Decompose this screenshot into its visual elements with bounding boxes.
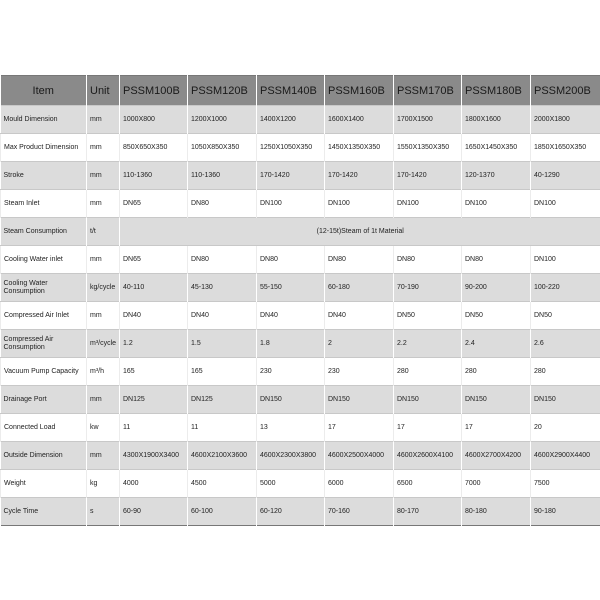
- row-value: DN50: [531, 302, 600, 330]
- row-value: 100-220: [531, 274, 600, 302]
- row-unit: mm: [87, 386, 120, 414]
- row-unit: s: [87, 498, 120, 526]
- row-value: 60-90: [120, 498, 188, 526]
- spec-table-body: [1, 106, 600, 526]
- row-value: DN125: [120, 386, 188, 414]
- table-row: [1, 302, 600, 330]
- row-item-label: Stroke: [1, 162, 87, 190]
- header-model: PSSM140B: [257, 76, 325, 106]
- row-item-label: Cycle Time: [1, 498, 87, 526]
- row-value: 17: [462, 414, 531, 442]
- table-row: [1, 498, 600, 526]
- row-value: 40-1290: [531, 162, 600, 190]
- header-row: [1, 76, 600, 106]
- row-value: 120-1370: [462, 162, 531, 190]
- row-value: 1700X1500: [394, 106, 462, 134]
- table-row: [1, 190, 600, 218]
- header-model: PSSM200B: [531, 76, 600, 106]
- row-value: DN150: [257, 386, 325, 414]
- row-item-label: Steam Consumption: [1, 218, 87, 246]
- row-value: 1550X1350X350: [394, 134, 462, 162]
- row-value: 165: [188, 358, 257, 386]
- row-value: 40-110: [120, 274, 188, 302]
- row-item-label: Connected Load: [1, 414, 87, 442]
- table-row: [1, 358, 600, 386]
- row-value: 70-160: [325, 498, 394, 526]
- row-value: 90-200: [462, 274, 531, 302]
- row-value: 170-1420: [325, 162, 394, 190]
- row-value: 6000: [325, 470, 394, 498]
- row-value: DN65: [120, 190, 188, 218]
- row-value: 4600X2500X4000: [325, 442, 394, 470]
- row-value: DN50: [394, 302, 462, 330]
- table-row: [1, 386, 600, 414]
- row-unit: mm: [87, 246, 120, 274]
- row-value: 6500: [394, 470, 462, 498]
- row-unit: mm: [87, 134, 120, 162]
- row-value: DN40: [325, 302, 394, 330]
- table-row: [1, 246, 600, 274]
- row-value: 80-170: [394, 498, 462, 526]
- row-value: 4000: [120, 470, 188, 498]
- row-value: 230: [325, 358, 394, 386]
- row-value: 165: [120, 358, 188, 386]
- row-value: 1250X1050X350: [257, 134, 325, 162]
- row-value: DN100: [394, 190, 462, 218]
- row-value: 230: [257, 358, 325, 386]
- row-item-label: Weight: [1, 470, 87, 498]
- row-item-label: Drainage Port: [1, 386, 87, 414]
- row-item-label: Vacuum Pump Capacity: [1, 358, 87, 386]
- row-unit: mm: [87, 106, 120, 134]
- row-value: DN100: [462, 190, 531, 218]
- row-value: 17: [394, 414, 462, 442]
- header-model: PSSM120B: [188, 76, 257, 106]
- row-value: DN65: [120, 246, 188, 274]
- row-value: DN50: [462, 302, 531, 330]
- row-unit: mm: [87, 442, 120, 470]
- row-value: DN80: [188, 190, 257, 218]
- table-row: [1, 106, 600, 134]
- header-model: PSSM180B: [462, 76, 531, 106]
- row-value: 850X650X350: [120, 134, 188, 162]
- row-value: 110-1360: [188, 162, 257, 190]
- row-value: 45-130: [188, 274, 257, 302]
- row-value: 4600X2900X4400: [531, 442, 600, 470]
- row-value: 11: [120, 414, 188, 442]
- row-value: DN150: [394, 386, 462, 414]
- table-row: [1, 470, 600, 498]
- row-value: DN80: [325, 246, 394, 274]
- row-item-label: Outside Dimension: [1, 442, 87, 470]
- row-value: 80-180: [462, 498, 531, 526]
- row-value: DN80: [462, 246, 531, 274]
- row-value: DN40: [257, 302, 325, 330]
- header-model: PSSM160B: [325, 76, 394, 106]
- row-value: 11: [188, 414, 257, 442]
- table-row: [1, 330, 600, 358]
- header-model: PSSM100B: [120, 76, 188, 106]
- row-merged-value: (12-15t)Steam of 1t Material: [120, 218, 600, 246]
- row-value: DN150: [531, 386, 600, 414]
- row-value: 1.8: [257, 330, 325, 358]
- row-value: 1600X1400: [325, 106, 394, 134]
- row-value: 280: [531, 358, 600, 386]
- row-value: DN150: [462, 386, 531, 414]
- header-model: PSSM170B: [394, 76, 462, 106]
- row-item-label: Cooling Water Consumption: [1, 274, 87, 302]
- row-value: 280: [394, 358, 462, 386]
- row-value: DN100: [325, 190, 394, 218]
- row-value: 60-180: [325, 274, 394, 302]
- row-item-label: Max Product Dimension: [1, 134, 87, 162]
- header-item: Item: [1, 76, 87, 106]
- row-value: 170-1420: [394, 162, 462, 190]
- row-value: 55-150: [257, 274, 325, 302]
- row-value: 4600X2600X4100: [394, 442, 462, 470]
- row-value: 1450X1350X350: [325, 134, 394, 162]
- row-unit: kg/cycle: [87, 274, 120, 302]
- row-value: 1850X1650X350: [531, 134, 600, 162]
- row-value: 13: [257, 414, 325, 442]
- table-row: [1, 414, 600, 442]
- row-unit: kg: [87, 470, 120, 498]
- row-value: 5000: [257, 470, 325, 498]
- row-value: 4600X2100X3600: [188, 442, 257, 470]
- row-value: 1000X800: [120, 106, 188, 134]
- row-value: 280: [462, 358, 531, 386]
- row-value: 90-180: [531, 498, 600, 526]
- row-value: DN125: [188, 386, 257, 414]
- row-value: 70-190: [394, 274, 462, 302]
- row-value: DN80: [188, 246, 257, 274]
- row-value: 2.2: [394, 330, 462, 358]
- row-value: 7500: [531, 470, 600, 498]
- row-value: 60-100: [188, 498, 257, 526]
- row-value: 1.5: [188, 330, 257, 358]
- row-value: 4600X2300X3800: [257, 442, 325, 470]
- row-value: 1.2: [120, 330, 188, 358]
- row-unit: kw: [87, 414, 120, 442]
- row-value: 2000X1800: [531, 106, 600, 134]
- table-row: [1, 274, 600, 302]
- row-value: DN100: [531, 246, 600, 274]
- table-row: [1, 134, 600, 162]
- row-unit: m³/cycle: [87, 330, 120, 358]
- row-value: DN40: [120, 302, 188, 330]
- row-value: 4300X1900X3400: [120, 442, 188, 470]
- row-value: 170-1420: [257, 162, 325, 190]
- row-value: 4500: [188, 470, 257, 498]
- row-item-label: Compressed Air Inlet: [1, 302, 87, 330]
- row-value: 1650X1450X350: [462, 134, 531, 162]
- row-value: 17: [325, 414, 394, 442]
- row-unit: mm: [87, 302, 120, 330]
- row-value: DN80: [257, 246, 325, 274]
- row-unit: mm: [87, 162, 120, 190]
- row-value: DN40: [188, 302, 257, 330]
- row-value: 1200X1000: [188, 106, 257, 134]
- row-item-label: Steam Inlet: [1, 190, 87, 218]
- row-value: 20: [531, 414, 600, 442]
- row-value: 4600X2700X4200: [462, 442, 531, 470]
- table-row: [1, 162, 600, 190]
- row-value: 110-1360: [120, 162, 188, 190]
- row-item-label: Cooling Water inlet: [1, 246, 87, 274]
- row-value: 1050X850X350: [188, 134, 257, 162]
- row-value: 1800X1600: [462, 106, 531, 134]
- row-unit: m³/h: [87, 358, 120, 386]
- row-value: 1400X1200: [257, 106, 325, 134]
- table-row: [1, 442, 600, 470]
- row-value: DN100: [531, 190, 600, 218]
- table-row: [1, 218, 600, 246]
- row-item-label: Mould Dimension: [1, 106, 87, 134]
- row-value: 7000: [462, 470, 531, 498]
- row-value: 2.4: [462, 330, 531, 358]
- row-value: DN80: [394, 246, 462, 274]
- row-item-label: Compressed Air Consumption: [1, 330, 87, 358]
- row-unit: mm: [87, 190, 120, 218]
- header-unit: Unit: [87, 76, 120, 106]
- row-value: 60-120: [257, 498, 325, 526]
- row-value: DN100: [257, 190, 325, 218]
- spec-table: [0, 75, 600, 526]
- row-unit: t/t: [87, 218, 120, 246]
- row-value: DN150: [325, 386, 394, 414]
- row-value: 2: [325, 330, 394, 358]
- row-value: 2.6: [531, 330, 600, 358]
